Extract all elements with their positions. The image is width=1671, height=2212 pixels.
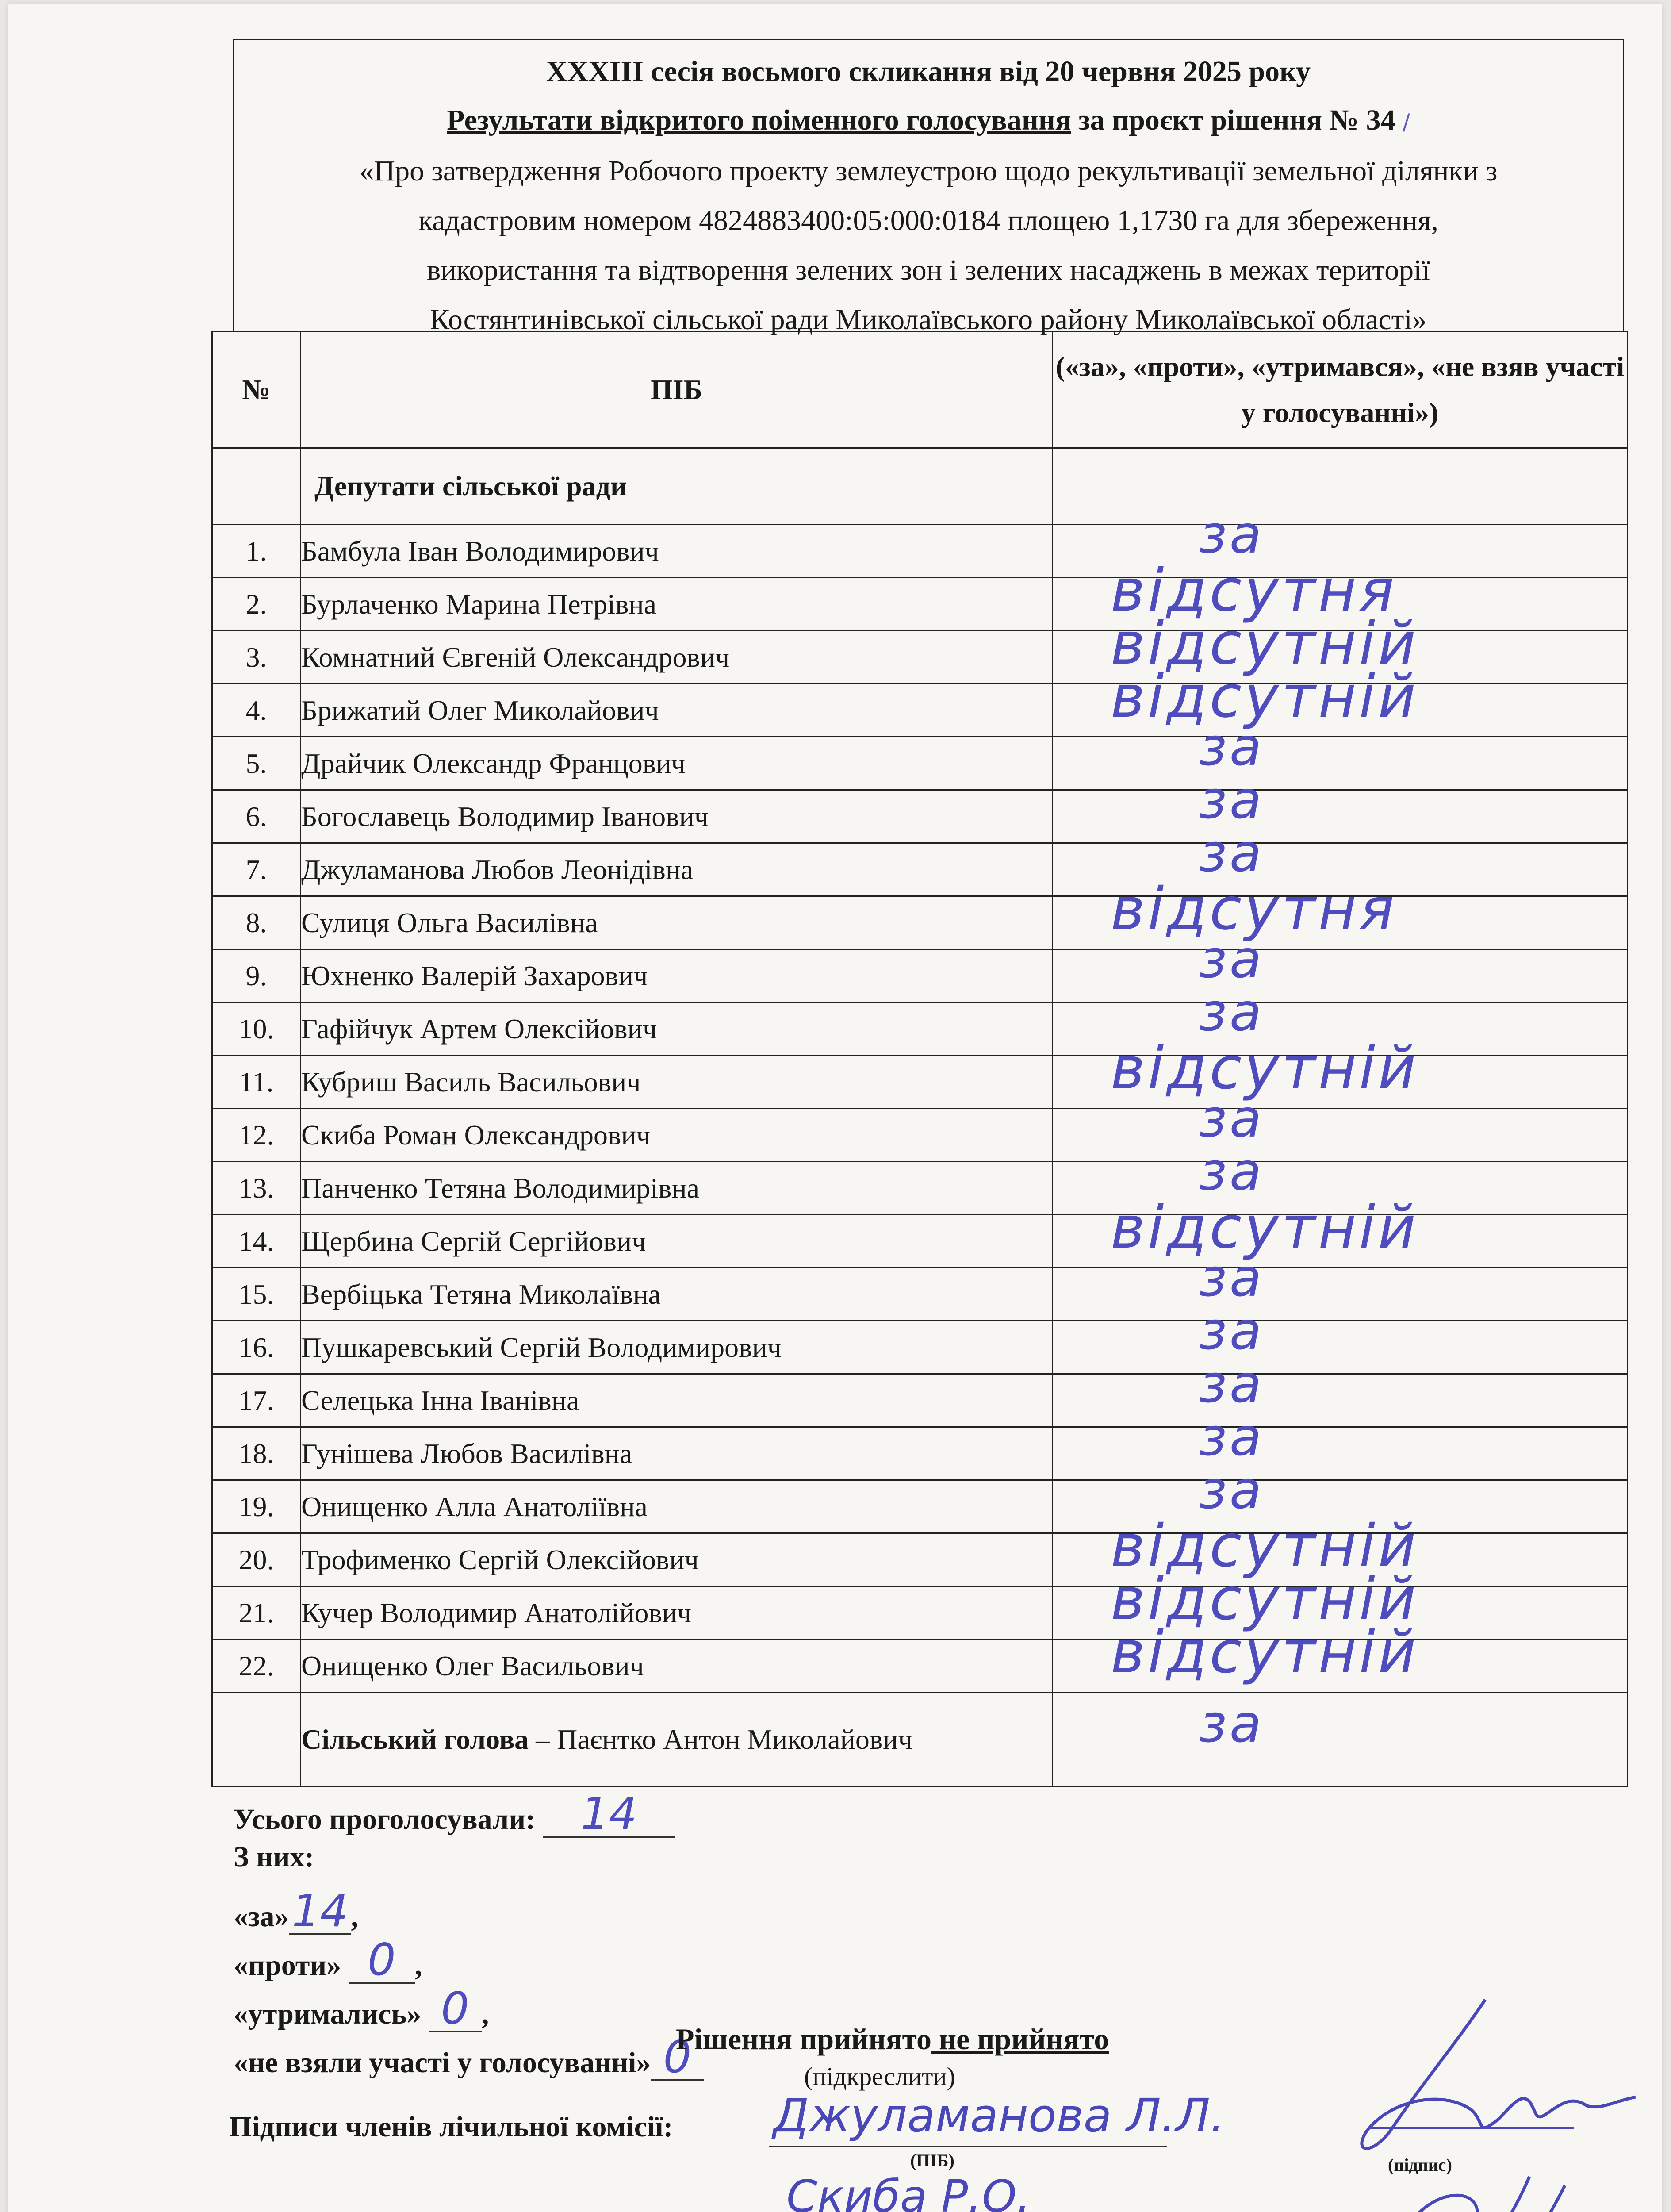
deputy-name: Гафійчук Артем Олексійович [301,1002,1053,1056]
table-row [212,1109,1628,1162]
for-label: «за» [234,1901,289,1933]
village-head-name: – Паєнтко Антон Миколайович [529,1724,912,1755]
vote-cell [1053,1618,1628,1693]
row-number: 9. [212,949,301,1002]
deputy-name: Щербина Сергій Сергійович [301,1215,1053,1268]
summary-for [234,1885,359,1937]
handwritten-vote: за [1199,1141,1265,1202]
handwritten-vote: за [1199,1459,1265,1521]
for-value: 14 [289,1889,351,1935]
summary-absent [234,2031,704,2083]
column-header-vote: («за», «проти», «утримався», «не взяв участі у голосуванні») [1053,332,1628,448]
deputy-name: Кучер Володимир Анатолійович [301,1586,1053,1640]
total-value: 14 [543,1792,675,1838]
row-number: 2. [212,578,301,631]
decision-adopted: Рішення прийнято [676,2022,931,2056]
vote-cell [1053,1194,1628,1268]
resolution-text-line-4: Костянтинівської сільської ради Миколаївського району Миколаївської області» [430,303,1427,336]
total-label: Усього проголосували: [234,1803,536,1836]
handwritten-vote: відсутній [1111,1618,1419,1686]
underline-note: (підкреслити) [804,2062,955,2091]
deputy-name: Богославець Володимир Іванович [301,790,1053,843]
vote-cell [1053,1300,1628,1374]
handwritten-vote: відсутня [1111,557,1397,625]
signature-caption: (підпис) [1388,2155,1452,2175]
vote-cell [1053,1247,1628,1321]
table-row [212,525,1628,578]
deputy-name: Джуламанова Любов Леонідівна [301,843,1053,896]
signature-scribble-1 [1326,1986,1644,2172]
table-row [212,949,1628,1002]
vote-title [234,96,1623,146]
deputy-name: Кубриш Василь Васильович [301,1056,1053,1109]
table-row [212,1056,1628,1109]
village-head-name-cell [301,1693,1053,1787]
handwritten-vote: за [1199,769,1265,830]
vote-cell [1053,1034,1628,1109]
row-number: 7. [212,843,301,896]
table-row [212,1215,1628,1268]
handwritten-vote: за [1199,982,1265,1043]
row-number: 21. [212,1586,301,1640]
handwritten-vote: відсутній [1111,1194,1419,1262]
row-number: 5. [212,737,301,790]
column-header-number: № [212,332,301,448]
abstain-label: «утримались» [234,1998,422,2030]
summary-total [234,1788,675,1839]
handwritten-vote: за [1199,1353,1265,1414]
row-number: 11. [212,1056,301,1109]
table-row [212,1374,1628,1427]
handwritten-vote: відсутня [1111,875,1397,943]
row-number: 3. [212,631,301,684]
vote-cell [1053,875,1628,949]
row-number: 8. [212,896,301,949]
deputy-name: Вербіцька Тетяна Миколаївна [301,1268,1053,1321]
table-row [212,1427,1628,1480]
deputy-name: Скиба Роман Олександрович [301,1109,1053,1162]
handwritten-vote: відсутній [1111,1034,1419,1102]
signature-line [769,2146,1167,2147]
table-row [212,896,1628,949]
vote-cell [1053,929,1628,1002]
village-head-title: Сільський голова [301,1724,529,1755]
row-number: 12. [212,1109,301,1162]
row-number: 18. [212,1427,301,1480]
row-number: 20. [212,1533,301,1586]
handwritten-vote: за [1199,1406,1265,1467]
summary-abstain [234,1982,489,2034]
comma: , [351,1901,359,1933]
deputy-name: Пушкаревський Сергій Володимирович [301,1321,1053,1374]
row-number: 16. [212,1321,301,1374]
head-num-cell [212,1693,301,1787]
handwritten-vote: за [1199,822,1265,883]
document-page [8,4,1662,2212]
summary-against [234,1934,422,1985]
vote-title-rest: за проєкт рішення № 34 [1071,104,1395,136]
document-header [233,39,1624,336]
deputy-name: Комнатний Євгеній Олександрович [301,631,1053,684]
handwritten-vote: відсутній [1111,610,1419,678]
row-number: 17. [212,1374,301,1427]
column-header-name: ПІБ [301,332,1053,448]
resolution-text-line-1: «Про затвердження Робочого проекту землеустрою щодо рекультивації земельної ділянки з [359,155,1498,187]
row-number: 6. [212,790,301,843]
signature-scribble-2 [1344,2159,1609,2212]
table-row [212,1640,1628,1693]
commission-label: Підписи членів лічильної комісії: [229,2111,673,2143]
commission-name-2: Скиба Р.О. [786,2170,1031,2212]
deputy-name: Гунішева Любов Василівна [301,1427,1053,1480]
deputy-name: Драйчик Олександр Францович [301,737,1053,790]
handwritten-vote: відсутній [1111,1512,1419,1580]
deputy-name: Сулиця Ольга Василівна [301,896,1053,949]
deputy-name: Селецька Інна Іванівна [301,1374,1053,1427]
row-number: 13. [212,1162,301,1215]
deputy-name: Бамбула Іван Володимирович [301,525,1053,578]
table-row [212,1321,1628,1374]
handwritten-vote: за [1199,1300,1265,1361]
summary-of-them: З них: [234,1841,314,1873]
vote-cell [1053,769,1628,843]
pib-caption: (ПІБ) [910,2151,954,2170]
row-number: 22. [212,1640,301,1693]
handwritten-vote: відсутній [1111,663,1419,731]
deputy-name: Панченко Тетяна Володимирівна [301,1162,1053,1215]
roll-call-table [211,331,1628,1787]
deputy-name: Онищенко Алла Анатоліївна [301,1480,1053,1533]
row-number: 15. [212,1268,301,1321]
deputy-name: Трофименко Сергій Олексійович [301,1533,1053,1586]
commission-name-1: Джуламанова Л.Л. [773,2089,1225,2143]
section-row [212,448,1628,525]
against-value: 0 [349,1938,415,1984]
table-body [212,448,1628,1787]
handwritten-vote: за [1199,1693,1265,1754]
session-title: XXXIII сесія восьмого скликання від 20 червня 2025 року [546,55,1311,88]
section-label: Депутати сільської ради [301,448,1053,525]
village-head-row [212,1693,1628,1787]
handwritten-vote: за [1199,1247,1265,1308]
handwritten-vote: за [1199,716,1265,777]
vote-cell [1053,1693,1628,1787]
deputy-name: Брижатий Олег Миколайович [301,684,1053,737]
row-number: 1. [212,525,301,578]
comma: , [414,1949,422,1982]
abstain-value: 0 [429,1986,482,2032]
vote-cell [1053,663,1628,737]
decision-not-adopted: не прийнято [931,2022,1109,2056]
vote-cell [1053,1353,1628,1427]
vote-cell [1053,716,1628,790]
handwritten-vote: за [1199,929,1265,990]
vote-title-underlined: Результати відкритого поіменного голосування [447,104,1071,136]
comma: , [481,1998,489,2030]
row-number: 19. [212,1480,301,1533]
table-row [212,843,1628,896]
vote-cell [1053,1088,1628,1162]
deputy-name: Юхненко Валерій Захарович [301,949,1053,1002]
resolution-text-line-2: кадастровим номером 4824883400:05:000:0184 площею 1,1730 га для збереження, [418,204,1438,237]
row-number: 10. [212,1002,301,1056]
row-number: 14. [212,1215,301,1268]
absent-label: «не взяли участі у голосуванні» [234,2047,651,2079]
deputy-name: Бурлаченко Марина Петрівна [301,578,1053,631]
handwritten-mark: / [1402,109,1410,135]
table-row [212,737,1628,790]
decision-line [676,2022,1109,2057]
resolution-text-line-3: використання та відтворення зелених зон і зелених насаджень в межах території [427,254,1430,286]
vote-cell [1053,1406,1628,1480]
section-vote-cell [1053,448,1628,525]
table-header-row [212,332,1628,448]
table-row [212,684,1628,737]
table-row [212,790,1628,843]
against-label: «проти» [234,1949,341,1982]
handwritten-vote: за [1199,1088,1265,1149]
section-num-cell [212,448,301,525]
table-row [212,1268,1628,1321]
absent-value: 0 [651,2035,704,2081]
row-number: 4. [212,684,301,737]
handwritten-vote: за [1199,504,1265,565]
deputy-name: Онищенко Олег Васильович [301,1640,1053,1693]
handwritten-vote: відсутній [1111,1565,1419,1633]
